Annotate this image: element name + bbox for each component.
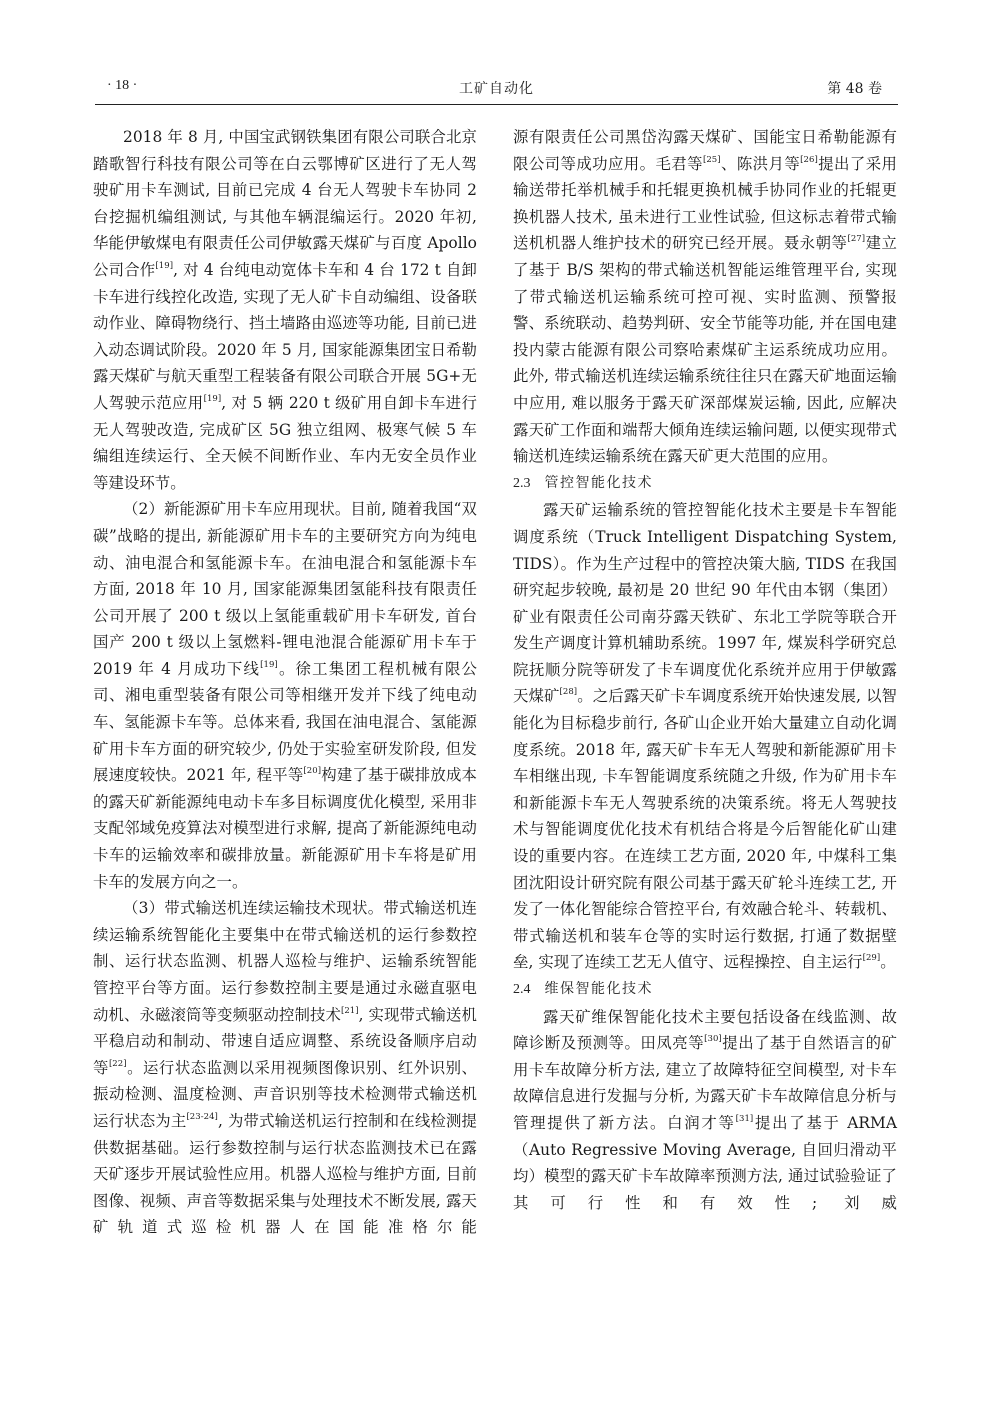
paragraph-text: 提出了采用输送带托举机械手和托辊更换机械手协同作业的托辊更换机器人技术, 虽未进行工业性试验, 但这标志着带式输送机机器人维护技术的研究已经开展。聂永朝等: [513, 154, 897, 253]
section-heading-2-4: [513, 976, 897, 1004]
citation: [19]: [260, 659, 278, 670]
citation: [22]: [108, 1058, 127, 1069]
citation: [29]: [862, 953, 881, 964]
citation: [19]: [155, 260, 174, 271]
paragraph-text: 。之后露天矿卡车调度系统开始快速发展, 以智能化为目标稳步前行, 各矿山企业开始大量建立自动化调度系统。2018 年, 露天矿卡车无人驾驶和新能源矿用卡车相继出现, 卡车智能调度系统随之升级, 作为矿用卡车和新能源卡车无人驾驶系统的决策系统。将无人驾驶技术与智能调度优化技术有机结合将是今后智能化矿山建设的重要内容。在连续工艺方面, 2020 年, 中煤科工集团沈阳设计研究院有限公司基于露天矿轮斗连续工艺, 开发了一体化智能综合管控平台, 有效融合轮斗、转载机、带式输送机和装车仓等的实时运行数据, 打通了数据壁垒, 实现了连续工艺无人值守、远程操控、自主运行: [513, 687, 898, 972]
citation: [31]: [735, 1113, 754, 1124]
section-number: 2.3: [513, 475, 531, 491]
page-header: [95, 78, 898, 102]
left-column: [93, 124, 477, 1241]
header-rule: [95, 104, 898, 105]
citation: [30]: [704, 1034, 722, 1045]
paragraph-text: , 对 5 辆 220 t 级矿用自卸卡车进行无人驾驶改造, 完成矿区 5G 独立组网、极寒气候 5 车编组连续运行、全天候不间断作业、车内无安全员作业等建设环节。: [93, 393, 478, 492]
paragraph-unmanned-trucks: [93, 124, 477, 496]
paragraph-text: 源有限责任公司黑岱沟露天煤矿、国能宝日希勒能源有限公司等成功应用。毛君等: [513, 128, 897, 173]
paragraph-text: 构建了基于碳排放成本的露天矿新能源纯电动卡车多目标调度优化模型, 采用非支配邻域免疫算法对模型进行求解, 提高了新能源纯电动卡车的运输效率和碳排放量。新能源矿用卡车将是矿用卡车的发展方向之一。: [93, 766, 477, 891]
citation: [25]: [702, 154, 721, 165]
paragraph-text: , 对 4 台纯电动宽体卡车和 4 台 172 t 自卸卡车进行线控化改造, 实现了无人矿卡自动编组、设备联动作业、障碍物绕行、挡土墙路由巡迹等功能, 目前已进入动态调试阶段。2020 年 5 月, 国家能源集团宝日希勒露天煤矿与航天重型工程装备有限公司联合开展 5G+无人驾驶示范应用: [93, 260, 477, 412]
volume-label: 第 48 卷: [827, 81, 882, 97]
paragraph-text: 露天矿维保智能化技术主要包括设备在线监测、故障诊断及预测等。田凤亮等: [513, 1007, 897, 1053]
paragraph-text: , 为带式输送机运行控制和在线检测提供数据基础。运行参数控制与运行状态监测技术已在露天矿逐步开展试验性应用。机器人巡检与维护方面, 目前图像、视频、声音等数据采集与处理技术不断发展, 露天矿轨道式巡检机器人在国能准格尔能: [93, 1111, 477, 1237]
paragraph-belt-conveyor: [93, 895, 477, 1241]
paragraph-text: 。运行状态监测以采用视频图像识别、红外识别、振动检测、温度检测、声音识别等技术检测带式输送机运行状态为主: [93, 1058, 477, 1130]
paragraph-maintenance: [513, 1004, 897, 1217]
citation: [19]: [203, 393, 222, 404]
citation: [28]: [559, 687, 578, 698]
right-column: [513, 124, 897, 1216]
section-heading-2-3: [513, 470, 897, 498]
paragraph-dispatch-system: [513, 497, 897, 976]
section-title: 维保智能化技术: [544, 981, 653, 997]
paragraph-text: 、陈洪月等: [720, 154, 801, 173]
paragraph-text: 提出了基于 ARMA（Auto Regressive Moving Average, 自回归滑动平均）模型的露天矿卡车故障率预测方法, 通过试验验证了其可行性和有效性; 刘威: [513, 1113, 897, 1212]
paragraph-text: 。徐工集团工程机械有限公司、湘电重型装备有限公司等相继开发并下线了纯电动车、氢能源卡车等。总体来看, 我国在油电混合、氢能源矿用卡车方面的研究较少, 仍处于实验室研发阶段, 但发展速度较快。2021 年, 程平等: [93, 659, 477, 785]
citation: [21]: [340, 1005, 359, 1016]
citation: [27]: [847, 234, 866, 245]
journal-title: 工矿自动化: [459, 81, 534, 97]
citation: [20]: [303, 766, 322, 777]
paragraph-text: 建立了基于 B/S 架构的带式输送机智能运维管理平台, 实现了带式输送机运输系统可控可视、实时监测、预警报警、系统联动、趋势判研、安全节能等功能, 并在国电建投内蒙古能源有限公司察哈素煤矿主运系统成功应用。此外, 带式输送机连续运输系统往往只在露天矿地面运输中应用, 难以服务于露天矿深部煤炭运输, 因此, 应解决露天矿工作面和端帮大倾角连续运输问题, 以便实现带式输送机连续运输系统在露天矿更大范围的应用。: [513, 234, 897, 466]
paragraph-text: 2018 年 8 月, 中国宝武钢铁集团有限公司联合北京踏歌智行科技有限公司等在白云鄂博矿区进行了无人驾驶矿用卡车测试, 目前已完成 4 台无人驾驶卡车协同 2 台挖掘机编组测试, 与其他车辆混编运行。2020 年初, 华能伊敏煤电有限责任公司伊敏露天煤矿与百度 Apollo 公司合作: [93, 128, 477, 279]
page-number: · 18 ·: [107, 78, 138, 93]
paragraph-text: 提出了基于自然语言的矿用卡车故障分析方法, 建立了故障特征空间模型, 对卡车故障信息进行发掘与分析, 为露天矿卡车故障信息分析与管理提供了新方法。白润才等: [513, 1034, 897, 1132]
section-number: 2.4: [513, 982, 531, 997]
paragraph-text: 。: [880, 953, 896, 972]
paragraph-text: 露天矿运输系统的管控智能化技术主要是卡车智能调度系统（Truck Intelligent Dispatching System, TIDS）。作为生产过程中的管控决策大脑, TIDS 在我国研究起步较晚, 最初是 20 世纪 90 年代由本钢（集团）矿业有限责任公司南芬露天铁矿、东北工学院等联合开发生产调度计算机辅助系统。1997 年, 煤炭科学研究总院抚顺分院等研发了卡车调度优化系统并应用于伊敏露天煤矿: [513, 501, 897, 706]
paragraph-text: （3）带式输送机连续运输技术现状。带式输送机连续运输系统智能化主要集中在带式输送机的运行参数控制、运行状态监测、机器人巡检与维护、运输系统智能管控平台等方面。运行参数控制主要是通过永磁直驱电动机、永磁滚筒等变频驱动控制技术: [93, 899, 477, 1024]
paragraph-new-energy-trucks: [93, 496, 477, 895]
citation: [23-24]: [186, 1111, 218, 1122]
paragraph-text: , 实现带式输送机平稳启动和制动、带速自适应调整、系统设备顺序启动等: [93, 1005, 477, 1077]
citation: [26]: [800, 154, 818, 165]
paragraph-conveyor-robots: [513, 124, 897, 470]
paragraph-text: （2）新能源矿用卡车应用现状。目前, 随着我国“双碳”战略的提出, 新能源矿用卡车的主要研究方向为纯电动、油电混合和氢能源卡车。在油电混合和氢能源卡车方面, 2018 年 10 月, 国家能源集团氢能科技有限责任公司开展了 200 t 级以上氢能重载矿用卡车研发, 首台国产 200 t 级以上氢燃料-锂电池混合能源矿用卡车于 2019 年 4 月成功下线: [93, 500, 477, 678]
section-title: 管控智能化技术: [544, 474, 653, 491]
